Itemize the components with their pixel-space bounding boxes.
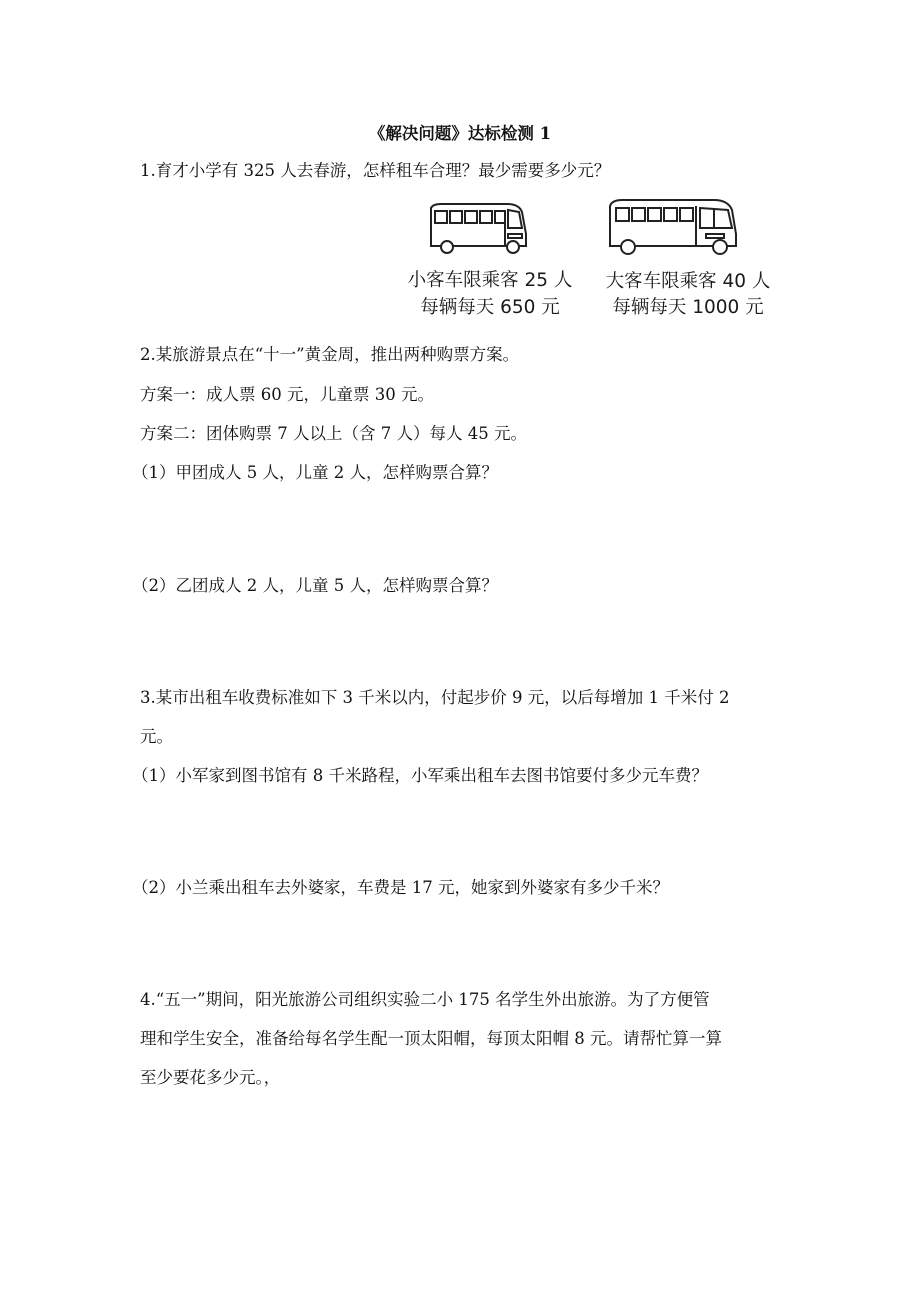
small-bus-capacity: 小客车限乘客 25 人 xyxy=(407,270,573,291)
question-2: 2.某旅游景点在“十一”黄金周，推出两种购票方案。 xyxy=(140,345,520,364)
question-2-plan-2: 方案二：团体购票 7 人以上（含 7 人）每人 45 元。 xyxy=(140,424,527,443)
question-3-sub-1: （1）小军家到图书馆有 8 千米路程，小军乘出租车去图书馆要付多少元车费？ xyxy=(132,766,708,785)
question-3-line-1: 3.某市出租车收费标准如下 3 千米以内，付起步价 9 元，以后每增加 1 千米付 2 xyxy=(140,688,730,707)
big-bus-price: 每辆每天 1000 元 xyxy=(612,297,764,318)
question-3-sub-2: （2）小兰乘出租车去外婆家，车费是 17 元，她家到外婆家有多少千米？ xyxy=(132,878,669,897)
big-bus-icon xyxy=(588,196,788,256)
worksheet-title: 《解决问题》达标检测 1 xyxy=(368,124,552,143)
big-bus-capacity: 大客车限乘客 40 人 xyxy=(605,271,771,292)
question-2-sub-2: （2）乙团成人 2 人，儿童 5 人，怎样购票合算？ xyxy=(132,576,498,595)
question-2-plan-1: 方案一：成人票 60 元，儿童票 30 元。 xyxy=(140,385,434,404)
question-1: 1.育才小学有 325 人去春游，怎样租车合理？最少需要多少元？ xyxy=(140,161,611,180)
small-bus-card xyxy=(395,198,585,328)
small-bus-price: 每辆每天 650 元 xyxy=(420,297,560,318)
question-4-line-2: 理和学生安全，准备给每名学生配一顶太阳帽，每顶太阳帽 8 元。请帮忙算一算 xyxy=(140,1029,722,1048)
small-bus-icon xyxy=(395,198,585,258)
question-4-line-1: 4.“五一”期间，阳光旅游公司组织实验二小 175 名学生外出旅游。为了方便管 xyxy=(140,990,710,1009)
question-3-line-2: 元。 xyxy=(140,727,173,746)
question-4-line-3: 至少要花多少元。， xyxy=(140,1068,281,1087)
question-2-sub-1: （1）甲团成人 5 人，儿童 2 人，怎样购票合算？ xyxy=(132,463,498,482)
big-bus-card xyxy=(588,196,788,328)
